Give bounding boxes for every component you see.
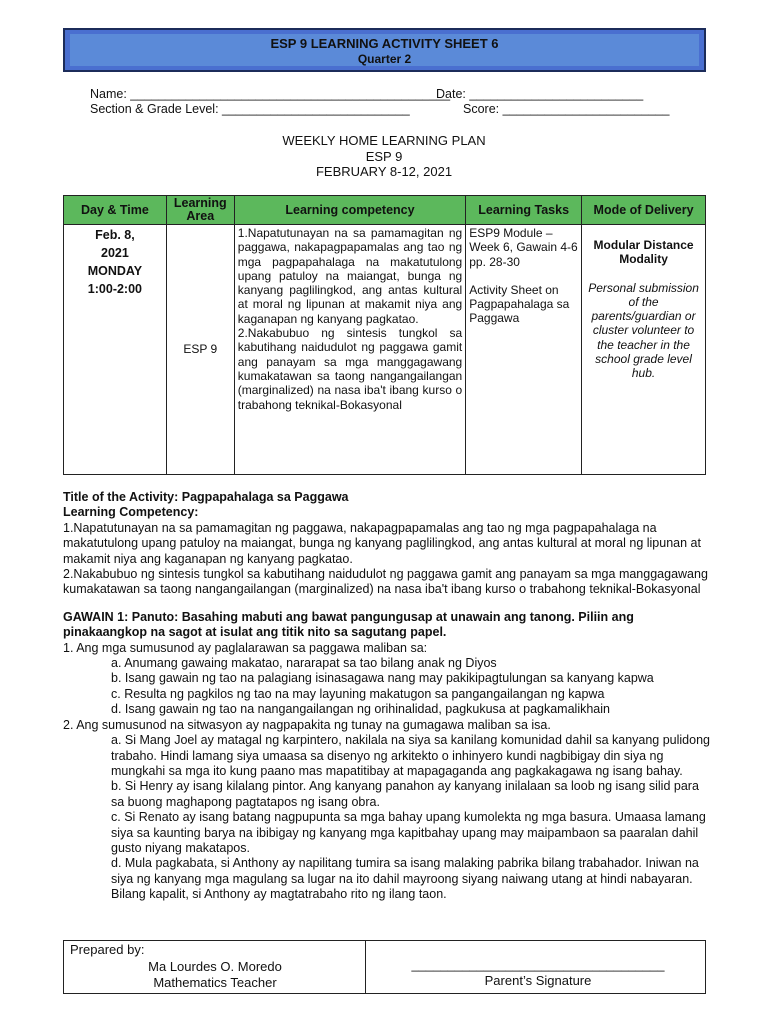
name-field: Name: ______________________________________________ <box>90 87 451 101</box>
option-item: a. Si Mang Joel ay matagal ng karpintero, nakilala na siya sa kanilang komunidad dahil sa kanyang pulidong trabaho. Hindi lamang siya umaasa sa disenyo ng arkitekto o inhinyero kundi nagbibigay din siya ng mungkahi sa mga ito kung paano mas mapatitibay at mapagaganda ang pagkakagawa ng isang bahay. <box>111 733 710 778</box>
quarter-label: Quarter 2 <box>357 52 412 66</box>
mode-title: Modular Distance Modality <box>593 238 694 267</box>
plan-heading-line: ESP 9 <box>365 148 403 164</box>
prepared-by-label: Prepared by: <box>70 942 145 957</box>
option-item: a. Anumang gawaing makatao, nararapat sa tao bilang anak ng Diyos <box>111 656 497 671</box>
date-field: Date: _________________________ <box>436 87 644 101</box>
parent-signature-label: Parent’s Signature <box>484 973 592 988</box>
question-2: 2. Ang sumusunod na sitwasyon ay nagpapakita ng tunay na gumagawa maliban sa isa. <box>63 717 551 732</box>
tasks-cell <box>466 225 582 475</box>
section-field: Section & Grade Level: ___________________________ <box>90 102 410 116</box>
plan-heading <box>0 133 768 180</box>
option-item: c. Si Renato ay isang batang nagpupunta sa mga bahay upang kumolekta ng mga basura. Umaasa lamang siya sa kaunting barya na ibibigay ng kanyang mga kapitbahay upang may maipambaon sa paaralan dahil gusto niyang makatapos. <box>111 810 706 855</box>
activity-title: Title of the Activity: Pagpapahalaga sa Paggawa <box>63 490 349 504</box>
header-banner <box>63 28 706 72</box>
option-item: b. Si Henry ay isang kilalang pintor. Ang kanyang panahon ay kanyang inilalaan sa loob ng isang silid para sa buong maghapong pagtatapos ng isang obra. <box>111 779 699 809</box>
col-mode-of-delivery: Mode of Delivery <box>582 196 706 225</box>
col-learning-competency: Learning competency <box>234 196 465 225</box>
teacher-name: Ma Lourdes O. Moredo <box>148 959 282 974</box>
day-line: 1:00-2:00 <box>87 282 142 296</box>
plan-heading-line: FEBRUARY 8-12, 2021 <box>315 164 453 179</box>
score-field: Score: ________________________ <box>463 102 670 116</box>
competency-label: Learning Competency: <box>63 505 199 520</box>
activity-content <box>63 490 713 903</box>
option-item: d. Mula pagkabata, si Anthony ay napilitang tumira sa isang malaking pabrika bilang trabahador. Iniwan na siya ng kanyang mga magulang sa lugar na ito dahil mayroong siyang naiwang utang at hindi nabayaran. Bilang kapalit, si Anthony ay magtatrabaho rito ng ilang taon. <box>111 856 699 902</box>
plan-heading-line: WEEKLY HOME LEARNING PLAN <box>282 133 486 148</box>
competency-cell <box>234 225 465 475</box>
day-line: Feb. 8, <box>95 228 135 242</box>
table-row <box>64 225 706 475</box>
weekly-plan-table <box>63 195 706 475</box>
competency-paragraph: 1.Napatutunayan na sa pamamagitan ng paggawa, nakapagpapamalas ang tao ng mga pagpapahalaga na makatutulong upang patuloy na maiangat, bunga ng kanyang paglilingkod, ang antas kultural at moral ng lipunan at makamit niya ang kaganapan ng kanyang pagkatao. <box>63 520 701 566</box>
teacher-role: Mathematics Teacher <box>153 975 277 990</box>
competency-item: 1.Napatutunayan na sa pamamagitan ng paggawa, nakapagpapamalas ang tao ng mga pagpapahalaga na makatutulong upang patuloy na maiangat, bunga ng kanyang paglilingkod, ang antas kultural at moral ng lipunan at makamit niya ang kaganapan ng kanyang pagkatao. <box>237 226 463 326</box>
day-time-cell <box>64 225 167 475</box>
table-header-row <box>64 196 706 225</box>
task-item: Activity Sheet on Pagpapahalaga sa Paggawa <box>469 282 570 326</box>
competency-paragraph: 2.Nakabubuo ng sintesis tungkol sa kabutihang naidudulot ng paggawa gamit ang panayam sa mga manggagawang kumakatawan sa taong nangangailangan (marginalized) na nasa iba't ibang kurso o trabahong teknikal-Bokasyonal <box>63 567 708 597</box>
sheet-title: ESP 9 LEARNING ACTIVITY SHEET 6 <box>270 36 499 51</box>
col-learning-tasks: Learning Tasks <box>466 196 582 225</box>
competency-item: 2.Nakabubuo ng sintesis tungkol sa kabutihang naidudulot ng paggawa gamit ang panayam sa mga manggagawang kumakatawan sa taong nangangailangan (marginalized) na nasa iba't ibang kurso o trabahong teknikal-Bokasyonal <box>237 326 463 412</box>
day-line: MONDAY <box>87 264 143 278</box>
question-1: 1. Ang mga sumusunod ay paglalarawan sa paggawa maliban sa: <box>63 640 428 655</box>
day-line: 2021 <box>101 246 129 260</box>
gawain-instructions: GAWAIN 1: Panuto: Basahing mabuti ang bawat pangungusap at unawain ang tanong. Piliin ang pinakaangkop na sagot at isulat ang titik nito sa sagutang papel. <box>63 609 634 640</box>
task-item: ESP9 Module – Week 6, Gawain 4-6 pp. 28-30 <box>469 226 578 269</box>
mode-note: Personal submission of the parents/guardian or cluster volunteer to the teacher in the school grade level hub. <box>588 280 699 381</box>
header-inner <box>70 34 699 66</box>
footer-divider <box>365 940 366 994</box>
col-day-time: Day & Time <box>64 196 167 225</box>
option-item: d. Isang gawain ng tao na nangangailangan ng orihinalidad, pagkukusa at pagkamalikhain <box>111 702 610 717</box>
learning-area-cell: ESP 9 <box>166 225 234 475</box>
option-item: b. Isang gawain ng tao na palagiang isinasagawa nang may pakikipagtulungan sa kanyang kapwa <box>111 671 654 686</box>
col-learning-area: Learning Area <box>166 196 234 225</box>
mode-cell <box>582 225 706 475</box>
option-item: c. Resulta ng pagkilos ng tao na may layuning makatugon sa pangangailangan ng kapwa <box>111 686 605 701</box>
signature-line: ___________________________________ <box>411 957 665 972</box>
